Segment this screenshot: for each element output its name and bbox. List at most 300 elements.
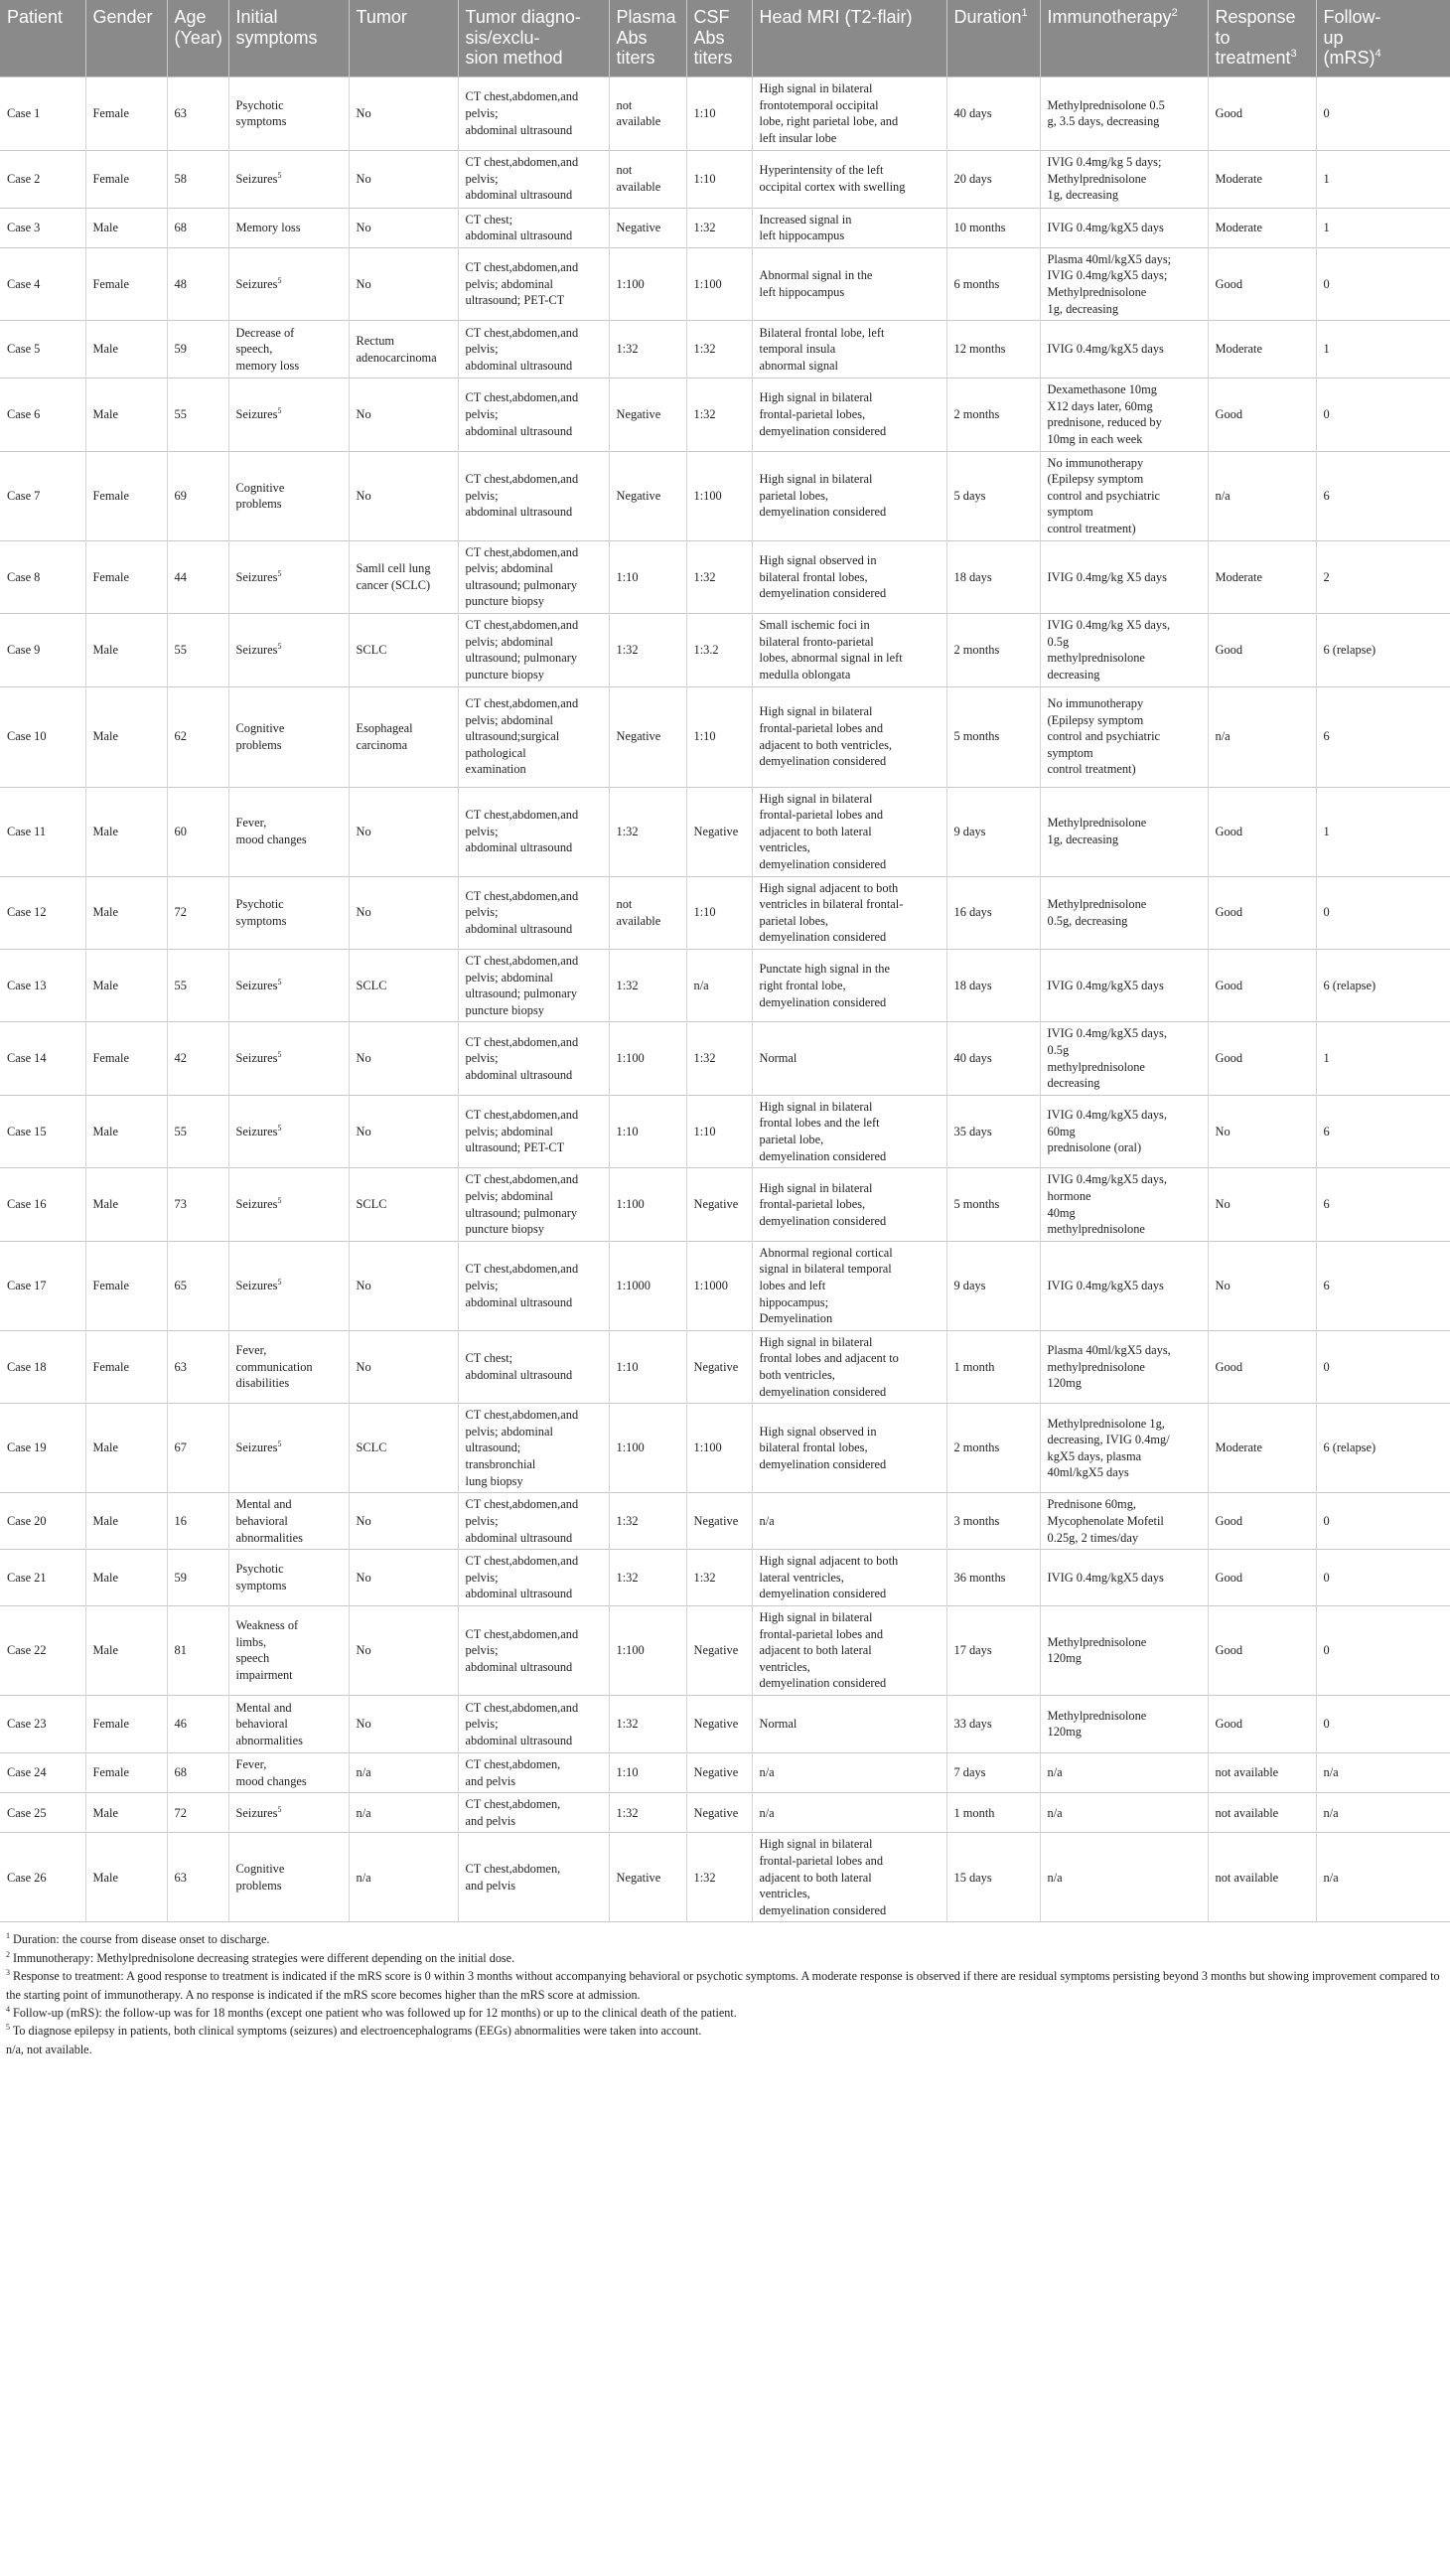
cell-line: Methylprednisolone [1047,1634,1147,1649]
cell-followup: n/a [1316,1793,1450,1833]
cell-line: Punctate high signal in the [759,962,890,977]
cell-duration: 16 days [946,876,1040,949]
cell-line: n/a [356,1765,371,1780]
cell-line: 1:32 [616,978,639,992]
cell-response: Good [1208,787,1316,876]
cell-line: IVIG 0.4mg/kg X5 days, [1047,618,1171,633]
cell-line: abnormalities [235,1530,303,1545]
cell-line: Negative [616,1870,661,1885]
cell-plasma [609,787,686,876]
cell-method [458,379,609,451]
cell-line: methylprednisolone [1047,1059,1145,1074]
cell-symptoms [228,321,349,379]
cell-line: Increased signal in [759,212,852,227]
table-row [0,1793,1450,1833]
cell-response: not available [1208,1793,1316,1833]
cell-mri [752,614,946,686]
cell-line: CT chest,abdomen,and [465,472,579,487]
cell-csf [686,1168,752,1241]
column-header-initial-symptoms [228,0,349,77]
cell-response: Good [1208,876,1316,949]
cell-plasma [609,77,686,150]
cell-method [458,1022,609,1095]
cell-immuno [1040,876,1208,949]
cell-followup: 6 [1316,686,1450,787]
cell-symptoms [228,787,349,876]
cell-method [458,787,609,876]
cell-patient: Case 3 [0,208,85,247]
column-header-line: Tumor diagno- [465,7,581,27]
cell-age: 63 [167,1833,228,1922]
cell-line: decreasing [1047,1076,1100,1091]
cell-line: lung biopsy [465,1473,523,1488]
cell-symptoms [228,150,349,208]
cell-line: No [356,220,371,234]
cell-response: No [1208,1095,1316,1167]
cell-line: frontal lobes and adjacent to [759,1351,899,1366]
cell-line: n/a [693,978,709,992]
cell-mri [752,208,946,247]
cell-response: Good [1208,1605,1316,1695]
cell-mri [752,1605,946,1695]
cell-line: ultrasound; PET-CT [465,293,565,308]
cell-duration: 1 month [946,1330,1040,1403]
cell-method [458,614,609,686]
cell-line: High signal in bilateral [759,81,873,96]
table-row [0,1241,1450,1330]
cell-immuno [1040,1404,1208,1493]
cell-line: pelvis; [465,1643,499,1658]
cell-line: Seizures$^5$ [235,641,282,657]
cell-line: puncture biopsy [465,1002,544,1017]
cell-response: Good [1208,1550,1316,1606]
cell-line: 1:32 [616,342,639,357]
cell-plasma [609,1833,686,1922]
cell-age: 60 [167,787,228,876]
cell-line: CT chest,abdomen,and [465,695,579,710]
cell-patient: Case 23 [0,1695,85,1752]
cell-symptoms [228,1168,349,1241]
cell-gender: Male [85,208,167,247]
cell-patient: Case 10 [0,686,85,787]
column-header-line: (Year) [174,27,222,48]
cell-line: pelvis; abdominal [465,970,553,985]
cell-line: abdominal ultrasound [465,922,573,937]
cell-line: transbronchial [465,1457,536,1472]
cell-line: demyelination considered [759,1384,887,1399]
cell-line: carcinoma [356,737,408,752]
cell-line: Psychotic [235,97,284,112]
cell-line: 1:10 [693,105,716,120]
cell-line: (Epilepsy symptom [1047,472,1144,487]
cell-mri [752,686,946,787]
cell-plasma [609,1022,686,1095]
cell-line: impairment [235,1668,293,1683]
cell-age: 55 [167,1095,228,1167]
cell-csf [686,1493,752,1550]
footnote-marker: 2 [1171,7,1178,19]
cell-line: 1:32 [693,1570,716,1585]
cell-immuno [1040,77,1208,150]
cell-line: IVIG 0.4mg/kgX5 days [1047,978,1164,992]
cell-line: and pelvis [465,1878,516,1893]
cell-line: Plasma 40ml/kgX5 days, [1047,1343,1171,1358]
cell-line: Normal [759,1051,798,1066]
cell-response: Moderate [1208,540,1316,613]
cell-line: 1:32 [616,824,639,838]
cell-mri [752,1833,946,1922]
cell-patient: Case 11 [0,787,85,876]
cell-line: abdominal ultrasound [465,1733,573,1747]
cell-line: symptoms [235,114,287,129]
cell-patient: Case 22 [0,1605,85,1695]
cell-line: symptoms [235,1579,287,1593]
cell-line: available [616,913,661,928]
cell-followup: 6 (relapse) [1316,614,1450,686]
cell-line: ultrasound; pulmonary [465,1205,578,1220]
cell-followup: 0 [1316,1695,1450,1752]
cell-symptoms [228,1493,349,1550]
table-row [0,1695,1450,1752]
cell-mri [752,1168,946,1241]
cell-age: 81 [167,1605,228,1695]
cell-patient: Case 25 [0,1793,85,1833]
cell-line: 1:10 [616,1124,639,1138]
cell-line: High signal in bilateral [759,1609,873,1624]
cell-duration: 1 month [946,1793,1040,1833]
cell-line: both ventricles, [759,1368,835,1383]
cell-line: Negative [693,1765,739,1780]
cell-line: No [356,1513,371,1528]
cell-symptoms [228,208,349,247]
cell-line: IVIG 0.4mg/kg X5 days [1047,569,1167,584]
cell-symptoms [228,1605,349,1695]
cell-mri [752,540,946,613]
cell-line: Rectum [356,334,395,349]
cell-csf [686,1833,752,1922]
column-header-line: CSF [693,7,730,27]
cell-line: parietal lobes, [759,488,828,503]
cell-csf [686,379,752,451]
cell-plasma [609,1793,686,1833]
cell-line: IVIG 0.4mg/kgX5 days [1047,1278,1164,1292]
table-row [0,1022,1450,1095]
cell-duration: 9 days [946,1241,1040,1330]
cell-tumor [349,1793,458,1833]
cell-plasma [609,208,686,247]
cell-line: left insular lobe [759,130,837,145]
cell-followup: 0 [1316,1605,1450,1695]
cell-line: Negative [693,1513,739,1528]
cell-line: Seizures$^5$ [235,275,282,291]
cell-line: control and psychiatric [1047,729,1161,744]
cell-method [458,1168,609,1241]
cell-age: 16 [167,1493,228,1550]
cell-tumor [349,1695,458,1752]
cell-line: No immunotherapy [1047,695,1144,710]
cell-line: medulla oblongata [759,667,851,682]
cell-line: ultrasound;surgical [465,729,560,744]
cell-line: pelvis; abdominal [465,561,553,576]
cell-line: n/a [356,1870,371,1885]
cell-gender: Male [85,950,167,1022]
cell-plasma [609,451,686,540]
cell-mri [752,321,946,379]
cell-line: abdominal ultrasound [465,1587,573,1601]
cell-tumor [349,1493,458,1550]
cell-line: prednisolone (oral) [1047,1140,1142,1155]
cell-mri [752,876,946,949]
cell-plasma [609,950,686,1022]
cell-line: pelvis; [465,1513,499,1528]
cell-mri [752,150,946,208]
cell-line: No [356,276,371,291]
cell-response: Good [1208,1493,1316,1550]
cell-tumor [349,1550,458,1606]
footnote-marker: 5 [277,977,282,986]
cell-age: 73 [167,1168,228,1241]
cell-age: 72 [167,876,228,949]
cell-method [458,686,609,787]
cell-line: CT chest,abdomen,and [465,89,579,104]
cell-line: IVIG 0.4mg/kgX5 days [1047,1570,1164,1585]
cell-line: CT chest,abdomen,and [465,544,579,559]
column-header-line: Gender [92,7,153,27]
cell-duration: 9 days [946,787,1040,876]
cell-method [458,1695,609,1752]
footnote: $^1$ Duration: the course from disease onset to discharge. [6,1931,270,1947]
cell-line: 1:32 [693,342,716,357]
cell-line: pelvis; abdominal [465,1188,553,1203]
cell-age: 67 [167,1404,228,1493]
cell-immuno [1040,321,1208,379]
cell-duration: 20 days [946,150,1040,208]
cell-method [458,876,609,949]
cell-response: No [1208,1241,1316,1330]
cell-line: 120mg [1047,1725,1082,1740]
cell-plasma [609,321,686,379]
cell-age: 44 [167,540,228,613]
table-row [0,1095,1450,1167]
cell-gender: Female [85,1752,167,1792]
cell-duration: 2 months [946,614,1040,686]
cell-method [458,1833,609,1922]
cell-line: n/a [1047,1765,1063,1780]
cell-line: 1:100 [693,488,722,503]
cell-line: Mental and [235,1497,292,1512]
cell-duration: 17 days [946,1605,1040,1695]
cell-line: demyelination considered [759,505,887,520]
cell-line: adjacent to both lateral [759,824,872,838]
footnote-marker: 5 [277,1804,282,1814]
cell-line: 1:1000 [693,1278,728,1292]
cell-line: Fever, [235,1343,267,1358]
cell-gender: Male [85,1793,167,1833]
cell-line: adjacent to both ventricles, [759,737,892,752]
cell-line: problems [235,497,282,512]
cell-plasma [609,614,686,686]
cell-line: 1:100 [693,276,722,291]
cell-line: Small ischemic foci in [759,618,870,633]
cell-csf [686,1330,752,1403]
cell-symptoms [228,1695,349,1752]
cell-age: 63 [167,1330,228,1403]
cell-tumor [349,451,458,540]
cell-tumor [349,1241,458,1330]
cell-tumor [349,1605,458,1695]
cell-gender: Male [85,614,167,686]
cell-line: abdominal ultrasound [465,122,573,137]
footnote-number: 5 [6,2023,10,2033]
cell-line: 1:100 [616,1197,645,1212]
cell-age: 69 [167,451,228,540]
cell-line: Seizures$^5$ [235,1050,282,1066]
cell-response: No [1208,1168,1316,1241]
cell-gender: Male [85,1095,167,1167]
cell-symptoms [228,686,349,787]
cell-duration: 5 months [946,1168,1040,1241]
cell-line: behavioral [235,1513,288,1528]
cell-line: left hippocampus [759,228,845,243]
table-row [0,321,1450,379]
column-header-tumor [349,0,458,77]
cell-patient: Case 1 [0,77,85,150]
footnote-marker: 1 [1021,7,1028,19]
cell-age: 62 [167,686,228,787]
cell-mri [752,787,946,876]
cell-line: pelvis; [465,824,499,838]
cell-line: 1:32 [693,1051,716,1066]
cell-line: abdominal ultrasound [465,358,573,373]
cell-method [458,1241,609,1330]
cell-symptoms [228,1022,349,1095]
cell-plasma [609,1550,686,1606]
cell-plasma [609,686,686,787]
cell-age: 65 [167,1241,228,1330]
cell-line: abdominal ultrasound [465,228,573,243]
cell-gender: Male [85,1550,167,1606]
cell-line: Negative [616,729,661,744]
cell-line: Seizures$^5$ [235,405,282,422]
cell-csf [686,950,752,1022]
cell-line: right frontal lobe, [759,978,846,992]
cell-line: occipital cortex with swelling [759,180,906,194]
cell-line: Negative [693,1643,739,1658]
cell-plasma [609,1752,686,1792]
cell-line: IVIG 0.4mg/kg 5 days; [1047,155,1162,170]
cell-followup: 0 [1316,1493,1450,1550]
table-row [0,1404,1450,1493]
cell-line: SCLC [356,1197,387,1212]
cell-line: abdominal ultrasound [465,840,573,855]
cell-line: not [616,897,633,912]
column-header-line: Abs [693,27,725,48]
cell-gender: Male [85,787,167,876]
cell-line: 1:100 [616,1440,645,1455]
cell-symptoms [228,379,349,451]
cell-age: 72 [167,1793,228,1833]
cell-line: Negative [616,407,661,422]
cell-immuno [1040,247,1208,320]
cell-line: frontal-parietal lobes, [759,407,866,422]
cell-line: 1:32 [693,407,716,422]
cell-line: IVIG 0.4mg/kgX5 days, [1047,1026,1167,1041]
cell-response: Good [1208,77,1316,150]
cell-duration: 5 days [946,451,1040,540]
cell-symptoms [228,1833,349,1922]
footnote: $^2$ Immunotherapy: Methylprednisolone decreasing strategies were different depending on the initial dose. [6,1949,515,1965]
cell-immuno [1040,208,1208,247]
cell-tumor [349,321,458,379]
cell-age: 48 [167,247,228,320]
cell-line: No [356,407,371,422]
cell-symptoms [228,247,349,320]
cell-line: temporal insula [759,342,836,357]
cell-line: High signal observed in [759,1424,877,1439]
cell-age: 59 [167,321,228,379]
cell-gender: Male [85,1404,167,1493]
cell-duration: 33 days [946,1695,1040,1752]
cell-line: Seizures$^5$ [235,568,282,584]
column-header-plasma-abs [609,0,686,77]
cell-line: demyelination considered [759,930,887,945]
cell-plasma [609,1168,686,1241]
footnote-number: 3 [6,1968,10,1978]
cell-plasma [609,247,686,320]
cell-line: demyelination considered [759,754,887,769]
cell-line: SCLC [356,978,387,992]
cell-line: 1:32 [616,1570,639,1585]
cell-csf [686,1793,752,1833]
cell-line: CT chest,abdomen, [465,1862,561,1877]
cell-followup: 0 [1316,876,1450,949]
cell-line: lateral ventricles, [759,1570,844,1585]
cell-csf [686,686,752,787]
cell-line: 1:10 [693,171,716,186]
cell-line: 1:32 [616,1717,639,1732]
cell-line: 1:10 [616,569,639,584]
cell-duration: 7 days [946,1752,1040,1792]
cell-line: (Epilepsy symptom [1047,712,1144,727]
cell-symptoms [228,1241,349,1330]
cell-line: n/a [759,1513,775,1528]
cell-line: 1:10 [616,1765,639,1780]
column-header-line: symptoms [235,27,318,48]
cell-gender: Female [85,1695,167,1752]
cell-line: Seizures$^5$ [235,1440,282,1455]
cell-line: behavioral [235,1717,288,1732]
cell-line: adenocarcinoma [356,350,437,365]
cell-tumor [349,1833,458,1922]
cell-response: Good [1208,247,1316,320]
cell-line: Negative [616,220,661,234]
cell-line: CT chest,abdomen,and [465,1408,579,1423]
cell-line: ventricles, [759,1659,810,1674]
cell-line: pelvis; abdominal [465,276,553,291]
table-row [0,1833,1450,1922]
cell-line: Decrease of [235,325,295,340]
cell-line: Cognitive [235,480,285,495]
table-row [0,540,1450,613]
cell-line: n/a [759,1765,775,1780]
cell-immuno [1040,686,1208,787]
cell-age: 55 [167,614,228,686]
cell-followup: 2 [1316,540,1450,613]
cell-line: High signal in bilateral [759,1099,873,1114]
cell-method [458,208,609,247]
cell-line: CT chest,abdomen,and [465,1262,579,1277]
cell-line: Methylprednisolone [1047,284,1147,299]
